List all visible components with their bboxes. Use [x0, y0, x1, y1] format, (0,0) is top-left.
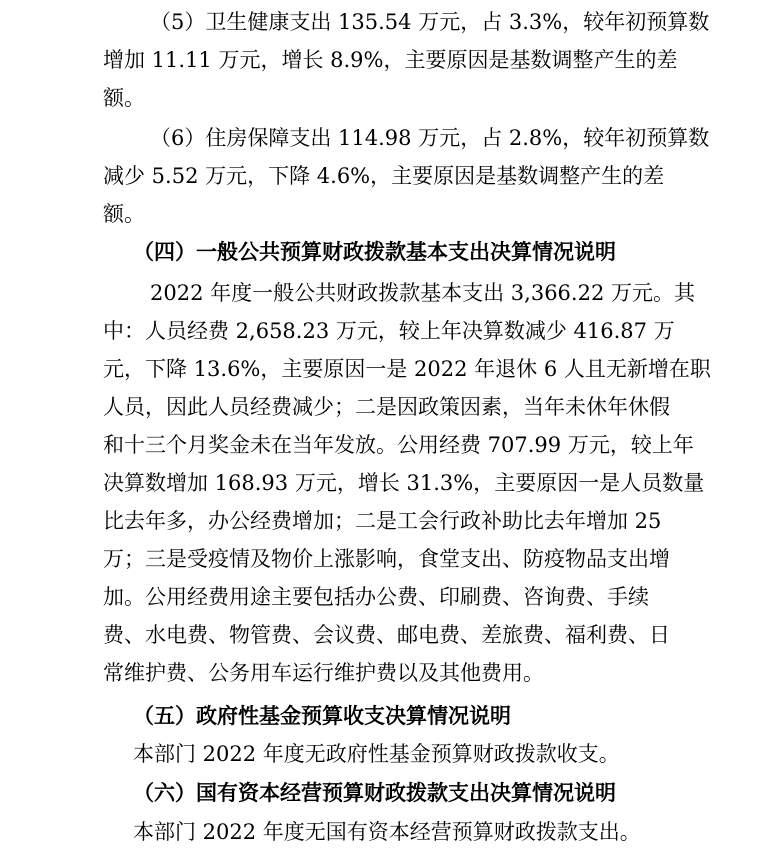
section4-line-8: 万；三是受疫情及物价上涨影响，食堂支出、防疫物品支出增 — [103, 547, 670, 571]
section6-heading: （六）国有资本经营预算财政拨款支出决算情况说明 — [133, 781, 616, 805]
section6-text: 本部门 2022 年度无国有资本经营预算财政拨款支出。 — [133, 820, 641, 844]
section5-heading: （五）政府性基金预算收支决算情况说明 — [133, 704, 511, 728]
item5-line-2: 增加 11.11 万元，增长 8.9%，主要原因是基数调整产生的差 — [103, 48, 678, 72]
section4-line-1: 2022 年度一般公共财政拨款基本支出 3,366.22 万元。其 — [150, 281, 695, 305]
section4-line-9: 加。公用经费用途主要包括办公费、印刷费、咨询费、手续 — [103, 585, 649, 609]
section4-line-5: 和十三个月奖金未在当年发放。公用经费 707.99 万元，较上年 — [103, 433, 694, 457]
item6-line-1: （6）住房保障支出 114.98 万元，占 2.8%，较年初预算数 — [150, 126, 710, 150]
section4-line-6: 决算数增加 168.93 万元，增长 31.3%，主要原因一是人员数量 — [103, 471, 705, 495]
section4-line-10: 费、水电费、物管费、会议费、邮电费、差旅费、福利费、日 — [103, 623, 670, 647]
section4-line-3: 元，下降 13.6%，主要原因一是 2022 年退休 6 人且无新增在职 — [103, 357, 711, 381]
item6-line-2: 减少 5.52 万元，下降 4.6%，主要原因是基数调整产生的差 — [103, 164, 665, 188]
section5-text: 本部门 2022 年度无政府性基金预算财政拨款收支。 — [133, 742, 620, 766]
section4-line-4: 人员，因此人员经费减少；二是因政策因素，当年未休年休假 — [103, 395, 670, 419]
section4-line-2: 中：人员经费 2,658.23 万元，较上年决算数减少 416.87 万 — [103, 319, 675, 343]
item5-line-3: 额。 — [103, 86, 145, 110]
section4-line-7: 比去年多，办公经费增加；二是工会行政补助比去年增加 25 — [103, 509, 662, 533]
item6-line-3: 额。 — [103, 202, 145, 226]
section4-heading: （四）一般公共预算财政拨款基本支出决算情况说明 — [133, 240, 616, 264]
section4-line-11: 常维护费、公务用车运行维护费以及其他费用。 — [103, 661, 544, 685]
item5-line-1: （5）卫生健康支出 135.54 万元，占 3.3%，较年初预算数 — [150, 10, 710, 34]
